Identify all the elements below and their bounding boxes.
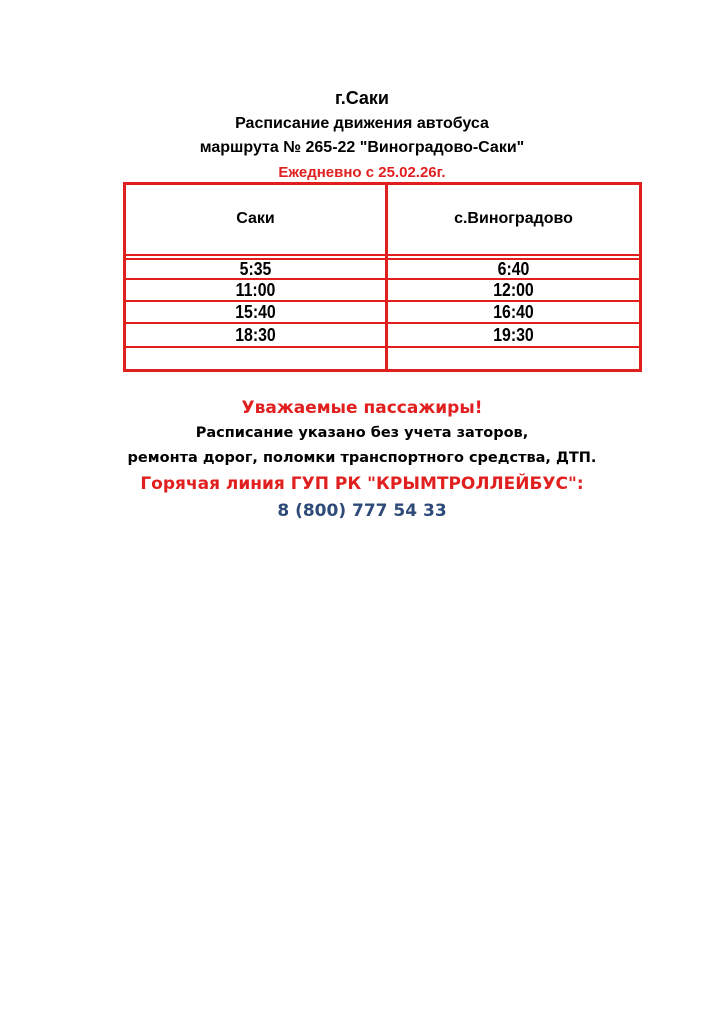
departure-time-vinogradovo: 19:30 xyxy=(493,325,534,345)
departure-time-saki: 18:30 xyxy=(235,325,276,345)
departure-time-saki: 5:35 xyxy=(239,259,272,279)
column-header-saki: Саки xyxy=(236,210,275,227)
column-header-vinogradovo: с.Виноградово xyxy=(454,210,573,227)
hotline-label: Горячая линия ГУП РК "КРЫМТРОЛЛЕЙБУС": xyxy=(140,474,584,494)
departure-time-vinogradovo: 12:00 xyxy=(493,280,534,300)
departure-time-vinogradovo: 16:40 xyxy=(493,302,534,322)
departure-time-saki: 15:40 xyxy=(235,302,276,322)
departure-time-saki: 11:00 xyxy=(235,280,276,300)
row-divider xyxy=(126,346,639,348)
passengers-notice-title: Уважаемые пассажиры! xyxy=(241,398,483,418)
header-divider xyxy=(126,254,639,256)
notice-line: Расписание указано без учета заторов, xyxy=(195,425,529,441)
notice-line: ремонта дорог, поломки транспортного средства, ДТП. xyxy=(127,450,597,466)
hotline-phone: 8 (800) 777 54 33 xyxy=(277,501,447,521)
row-divider xyxy=(126,322,639,324)
city-title: г.Саки xyxy=(335,88,389,108)
route-heading: маршрута № 265-22 "Виноградово-Саки" xyxy=(199,139,525,156)
timetable xyxy=(123,182,642,372)
departure-time-vinogradovo: 6:40 xyxy=(497,259,530,279)
daily-since-note: Ежедневно с 25.02.26г. xyxy=(278,164,446,181)
schedule-heading: Расписание движения автобуса xyxy=(235,115,489,132)
